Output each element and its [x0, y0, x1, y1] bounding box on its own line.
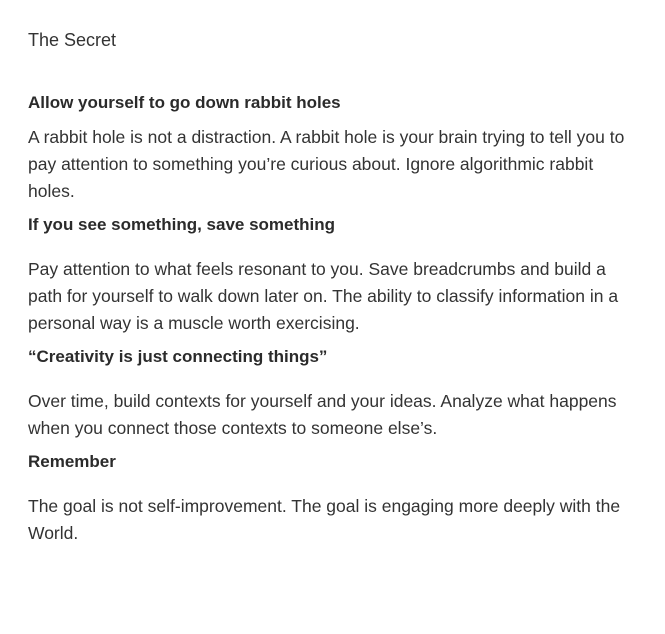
section-creativity-quote: [28, 345, 625, 442]
section-heading: Remember: [28, 452, 116, 471]
section-body: The goal is not self-improvement. The goal is engaging more deeply with the World.: [28, 496, 621, 543]
document-title: The Secret: [28, 30, 117, 50]
section-heading: “Creativity is just connecting things”: [28, 347, 328, 366]
section-body: A rabbit hole is not a distraction. A rabbit hole is your brain trying to tell you to pay attention to something you’re curious about. Ignore algorithmic rabbit holes.: [28, 127, 625, 201]
section-heading: If you see something, save something: [28, 215, 336, 234]
section-rabbit-holes: [28, 91, 625, 205]
section-body: Over time, build contexts for yourself and your ideas. Analyze what happens when you connect those contexts to someone else’s.: [28, 391, 617, 438]
section-heading: Allow yourself to go down rabbit holes: [28, 93, 341, 112]
section-save-something: [28, 213, 625, 337]
section-remember: [28, 450, 625, 547]
section-body: Pay attention to what feels resonant to you. Save breadcrumbs and build a path for yourself to walk down later on. The ability to classify information in a personal way is a muscle worth exercising.: [28, 259, 619, 333]
